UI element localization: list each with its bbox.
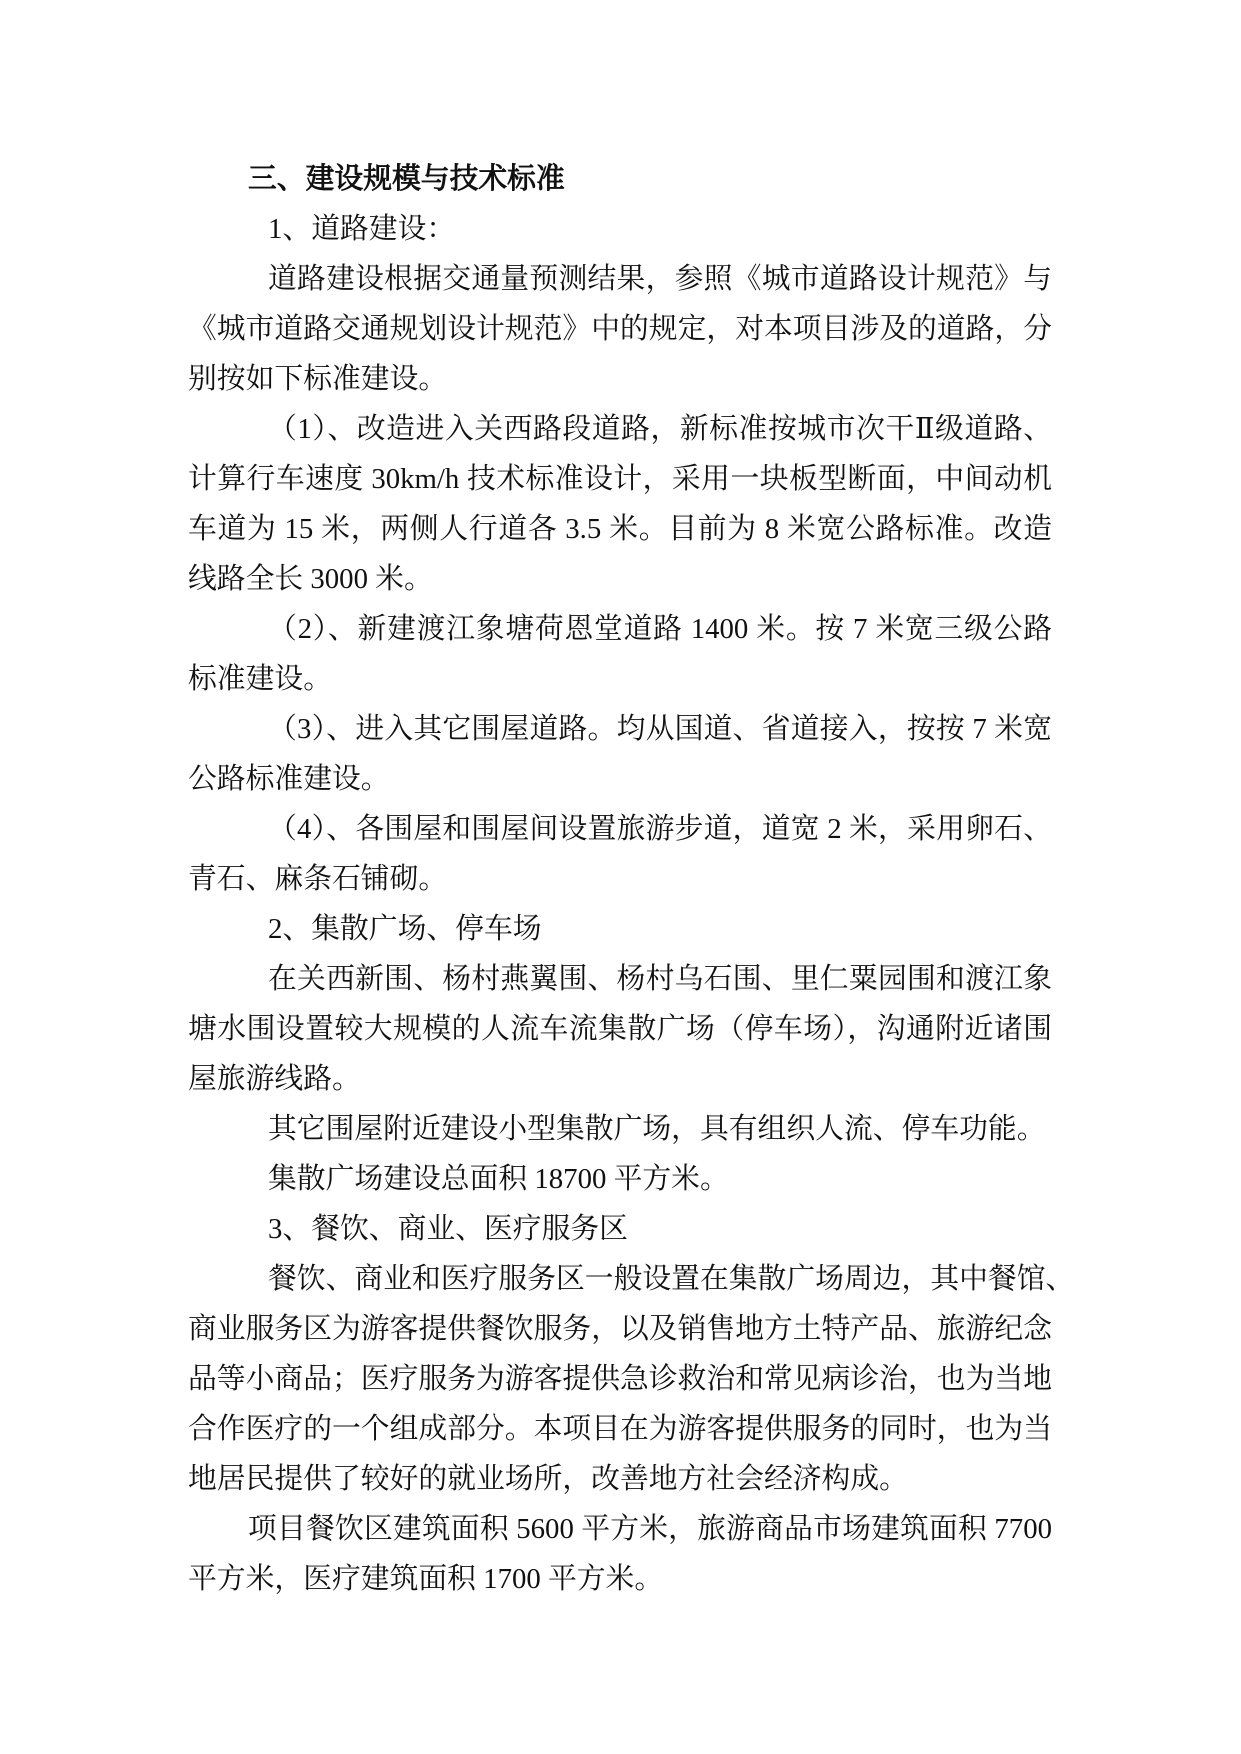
text-line: 公路标准建设。 [188, 763, 390, 795]
text-line: 2、集散广场、停车场 [268, 913, 542, 945]
text-line: 其它围屋附近建设小型集散广场，具有组织人流、停车功能。 [268, 1113, 1046, 1145]
text-line: 合作医疗的一个组成部分。本项目在为游客提供服务的同时，也为当 [188, 1413, 1052, 1445]
text-line: 3、餐饮、商业、医疗服务区 [268, 1213, 628, 1245]
text-line: 1、道路建设： [268, 213, 456, 245]
subsection-heading [188, 1204, 1052, 1254]
text-line: 商业服务区为游客提供餐饮服务，以及销售地方土特产品、旅游纪念 [188, 1313, 1052, 1345]
paragraph [188, 804, 1052, 904]
paragraph [188, 1104, 1052, 1154]
text-line: 地居民提供了较好的就业场所，改善地方社会经济构成。 [188, 1463, 908, 1495]
text-line: 屋旅游线路。 [188, 1063, 361, 1095]
text-line: 餐饮、商业和医疗服务区一般设置在集散广场周边，其中餐馆、 [268, 1263, 1075, 1295]
paragraph [188, 1154, 1052, 1204]
text-line: 品等小商品；医疗服务为游客提供急诊救治和常见病诊治，也为当地 [188, 1363, 1052, 1395]
text-line: 道路建设根据交通量预测结果，参照《城市道路设计规范》与 [268, 263, 1052, 295]
text-line: 线路全长 3000 米。 [188, 563, 433, 595]
paragraph [188, 1254, 1075, 1504]
text-line: （2）、新建渡江象塘荷恩堂道路 1400 米。按 7 米宽三级公路 [268, 613, 1052, 645]
paragraph [188, 404, 1052, 604]
subsection-heading [188, 904, 1052, 954]
paragraph [188, 954, 1052, 1104]
text-line: （3）、进入其它围屋道路。均从国道、省道接入，按按 7 米宽 [268, 713, 1052, 745]
text-line: 青石、麻条石铺砌。 [188, 863, 448, 895]
text-line: 在关西新围、杨村燕翼围、杨村乌石围、里仁粟园围和渡江象 [268, 963, 1052, 995]
paragraph [188, 704, 1052, 804]
text-line: 《城市道路交通规划设计规范》中的规定，对本项目涉及的道路，分 [188, 313, 1052, 345]
subsection-heading [188, 204, 1052, 254]
section-heading: 三、建设规模与技术标准 [248, 163, 565, 195]
text-line: （1）、改造进入关西路段道路，新标准按城市次干Ⅱ级道路、 [268, 413, 1052, 445]
paragraph [188, 1504, 1052, 1604]
text-line: 车道为 15 米，两侧人行道各 3.5 米。目前为 8 米宽公路标准。改造 [188, 513, 1052, 545]
text-line: 标准建设。 [188, 663, 332, 695]
text-line: 计算行车速度 30km/h 技术标准设计，采用一块板型断面，中间动机 [188, 463, 1052, 495]
text-line: 平方米，医疗建筑面积 1700 平方米。 [188, 1563, 664, 1595]
text-line: 项目餐饮区建筑面积 5600 平方米，旅游商品市场建筑面积 7700 [248, 1513, 1052, 1545]
paragraph [188, 604, 1052, 704]
text-line: 塘水围设置较大规模的人流车流集散广场（停车场），沟通附近诸围 [188, 1013, 1052, 1045]
document-body [188, 154, 1075, 1604]
text-line: 别按如下标准建设。 [188, 363, 448, 395]
text-line: 集散广场建设总面积 18700 平方米。 [268, 1163, 729, 1195]
text-line: （4）、各围屋和围屋间设置旅游步道，道宽 2 米，采用卵石、 [268, 813, 1052, 845]
paragraph [188, 254, 1052, 404]
